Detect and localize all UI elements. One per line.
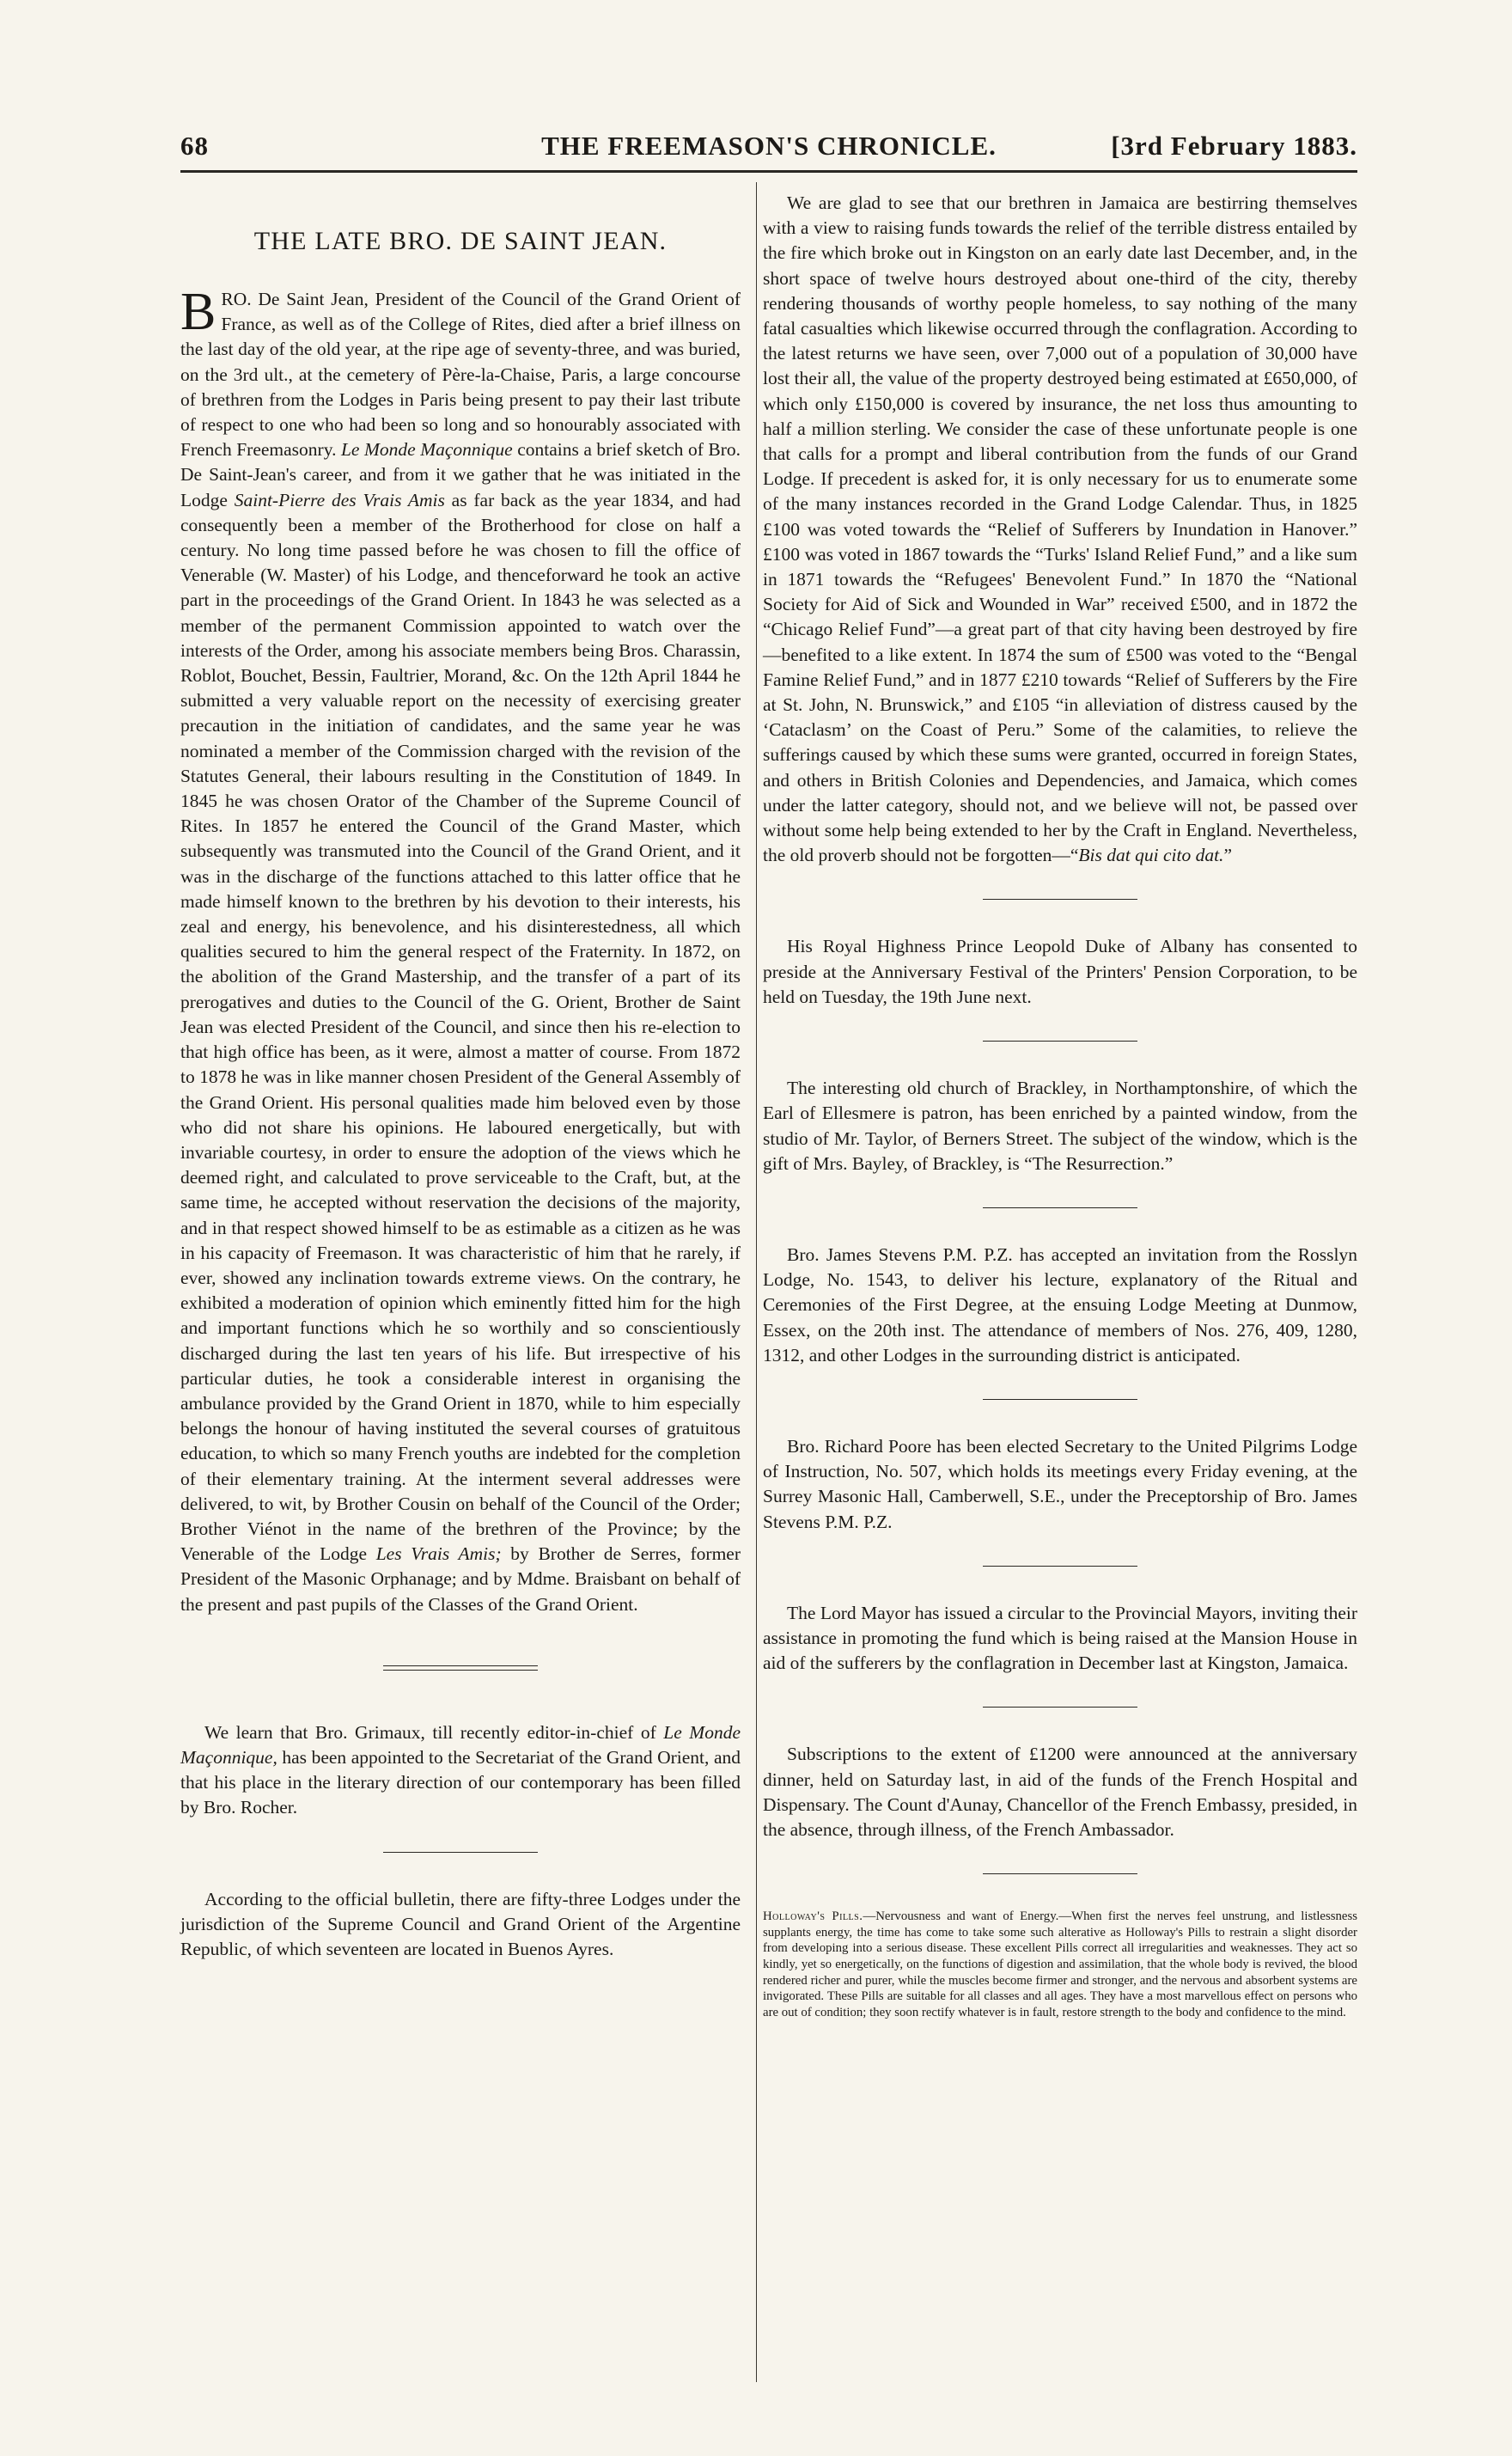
- grimaux-paragraph: [180, 1720, 741, 1821]
- separator: [983, 1707, 1137, 1708]
- publication-title: THE FREEMASON'S CHRONICLE.: [541, 131, 997, 161]
- advertisement: [763, 1909, 1357, 2020]
- page-header: [180, 131, 1357, 165]
- brackley-paragraph: The interesting old church of Brackley, in Northamptonshire, of which the Earl of Ellesmere is patron, has been enriched by a painted window, from the studio of Mr. Taylor, of Berners Street. The subject of the window, which is the gift of Mrs. Bayley, of Brackley, is “The Resurrection.”: [763, 1078, 1357, 1174]
- separator: [983, 1566, 1137, 1567]
- article-italic-2: Saint-Pierre des Vrais Amis: [234, 489, 445, 510]
- mayor-paragraph: The Lord Mayor has issued a circular to the Provincial Mayors, inviting their assistance in promoting the fund which is being raised at the Mansion House in aid of the sufferers by the conflagration in December last at Kingston, Jamaica.: [763, 1602, 1357, 1674]
- grimaux-italic: Le Monde Maçonnique,: [180, 1721, 741, 1768]
- leopold-paragraph: His Royal Highness Prince Leopold Duke of Albany has consented to preside at the Anniversary Festival of the Printers' Pension Corporation, to be held on Tuesday, the 19th June next.: [763, 936, 1357, 1007]
- grimaux-text-2: has been appointed to the Secretariat of the Grand Orient, and that his place in the literary direction of our contemporary has been filled by Bro. Rocher.: [180, 1746, 741, 1818]
- jamaica-paragraph: [763, 191, 1357, 868]
- article-text-1: RO. De Saint Jean, President of the Council of the Grand Orient of France, as well as of the College of Rites, died after a brief illness on the last day of the old year, at the ripe age of seventy-three, and was buried, on the 3rd ult., at the cemetery of Père-la-Chaise, Paris, a large concourse of brethren from the Lodges in Paris being present to pay their last tribute of respect to one who had been so long and so honourably associated with French Freemasonry.: [180, 289, 741, 461]
- separator: [983, 1041, 1137, 1042]
- stevens-paragraph: Bro. James Stevens P.M. P.Z. has accepted an invitation from the Rosslyn Lodge, No. 1543, to deliver his lecture, explanatory of the Ritual and Ceremonies of the First Degree, at the ensuing Lodge Meeting at Dunmow, Essex, on the 20th inst. The attendance of members of Nos. 276, 409, 1280, 1312, and other Lodges in the surrounding district is anticipated.: [763, 1243, 1357, 1365]
- bulletin-paragraph: According to the official bulletin, there are fifty-three Lodges under the jurisdiction of the Supreme Council and Grand Orient of the Argentine Republic, of which seventeen are located in Buenos Ayres.: [180, 1888, 741, 1959]
- advertisement-text: —Nervousness and want of Energy.—When first the nerves feel unstrung, and listlessness supplants energy, the time has come to take some such alterative as Holloway's Pills to restrain a slight disorder from developing into a serious disease. These excellent Pills correct all irregularities and weaknesses. They act so kindly, yet so energetically, on the functions of digestion and assimilation, that the whole body is revived, the blood rendered richer and purer, while the muscles become firmer and stronger, and the nervous and absorbent systems are invigorated. These Pills are suitable for all classes and all ages. They have a most marvellous effect on persons who are out of condition; they soon rectify whatever is in fault, restore strength to the body and confidence to the mind.: [763, 1909, 1357, 2019]
- article-text-4: by Brother de Serres, former President of the Masonic Orphanage; and by Mdme. Braisbant on behalf of the present and past pupils of the Classes of the Grand Orient.: [180, 1543, 741, 1615]
- separator: [983, 1207, 1137, 1208]
- article-italic-3: Les Vrais Amis;: [375, 1543, 502, 1565]
- separator: [383, 1852, 538, 1853]
- separator: [983, 1873, 1137, 1874]
- article-text-3: as far back as the year 1834, and had consequently been a member of the Brotherhood for close on half a century. No long time passed before he was chosen to fill the office of Venerable (W. Master) of his Lodge, and thenceforward he took an active part in the proceedings of the Grand Orient. In 1843 he was selected as a member of the permanent Commission appointed to watch over the interests of the Order, among his associate members being Bros. Charassin, Roblot, Bouchet, Bessin, Faultrier, Morand, &c. On the 12th April 1844 he submitted a very valuable report on the necessity of exercising greater precaution in the initiation of candidates, and the same year he was nominated a member of the Commission charged with the revision of the Statutes General, their labours resulting in the Constitution of 1849. In 1845 he was chosen Orator of the Chamber of the Supreme Council of Rites. In 1857 he entered the Council of the Grand Master, which subsequently was transmuted into the Council of the Grand Orient, and it was in the discharge of the functions attached to this latter office that he made himself known to the brethren by his devotion to their interests, his zeal and energy, his benevolence, and his disinterestedness, all which qualities secured to him the general respect of the Fraternity. In 1872, on the abolition of the Grand Mastership, and the transfer of a part of its prerogatives and duties to the Council of the G. Orient, Brother de Saint Jean was elected President of the Council, and since then his re-election to that high office has been, as it were, almost a matter of course. From 1872 to 1878 he was in like manner chosen President of the General Assembly of the Grand Orient. His personal qualities made him beloved even by those who did not share his opinions. He laboured energetically, but with invariable courtesy, in order to ensure the adoption of the views which he deemed right, and calculated to prove serviceable to the Craft, but, at the same time, he accepted without reservation the decisions of the majority, and in that respect showed himself to be as estimable as a citizen as he was in his capacity of Freemason. It was characteristic of him that he rarely, if ever, showed any inclination towards extreme views. On the contrary, he exhibited a moderation of opinion which eminently fitted him for the high and important functions which he so worthily and so conscientiously discharged during the last ten years of his life. But irrespective of his particular duties, he took a considerable interest in organising the ambulance provided by the Grand Orient in 1870, while to him especially belongs the honour of having instituted the several courses of gratuitous education, to which so many French youths are indebted for the completion of their elementary training. At the interment several addresses were delivered, to wit, by Brother Cousin on behalf of the Council of the Order; Brother Viénot in the name of the brethren of the Province; by the Venerable of the Lodge: [180, 489, 741, 1565]
- page-number: 68: [180, 131, 209, 161]
- article-text-2: contains a brief sketch of Bro. De Saint-Jean's career, and from it we gather that he was initiated in the Lodge: [180, 439, 741, 510]
- double-separator: [383, 1665, 538, 1671]
- separator: [983, 1399, 1137, 1400]
- left-column: [180, 191, 741, 1962]
- subscriptions-paragraph: Subscriptions to the extent of £1200 were announced at the anniversary dinner, held on Saturday last, in aid of the funds of the French Hospital and Dispensary. The Count d'Aunay, Chancellor of the French Embassy, presided, in the absence, through illness, of the French Ambassador.: [763, 1744, 1357, 1840]
- article-title: THE LATE BRO. DE SAINT JEAN.: [253, 227, 668, 255]
- jamaica-close-quote: ”: [1223, 845, 1232, 866]
- article-body: [180, 283, 741, 1617]
- grimaux-text-1: We learn that Bro. Grimaux, till recently editor-in-chief of: [204, 1721, 656, 1743]
- poore-paragraph: Bro. Richard Poore has been elected Secretary to the United Pilgrims Lodge of Instruction, No. 507, which holds its meetings every Friday evening, at the Surrey Masonic Hall, Camberwell, S.E., under the Preceptorship of Bro. James Stevens P.M. P.Z.: [763, 1435, 1357, 1532]
- jamaica-proverb: Bis dat qui cito dat.: [1078, 845, 1224, 866]
- drop-cap: B: [180, 283, 216, 341]
- jamaica-text: We are glad to see that our brethren in Jamaica are bestirring themselves with a view to raising funds towards the relief of the terrible distress entailed by the fire which broke out in Kingston on an early date last December, and, in the short space of twelve hours destroyed about one-third of the city, thereby rendering thousands of worthy people homeless, to say nothing of the many fatal casualties which likewise occurred through the conflagration. According to the latest returns we have seen, over 7,000 out of a population of 30,000 have lost their all, the value of the property destroyed being estimated at £650,000, of which only £150,000 is covered by insurance, the net loss thus amounting to half a million sterling. We consider the case of these unfortunate people is one that calls for a prompt and liberal contribution from the funds of our Grand Lodge. If precedent is asked for, it is only necessary for us to enumerate some of the many instances recorded in the Grand Lodge Calendar. Thus, in 1825 £100 was voted towards the “Relief of Sufferers by Inundation in Hanover.” £100 was voted in 1867 towards the “Turks' Island Relief Fund,” and a like sum in 1871 towards the “Refugees' Benevolent Fund.” In 1870 the “National Society for Aid of Sick and Wounded in War” received £500, and in 1872 the “Chicago Relief Fund”—a great part of that city having been destroyed by fire—benefited to a like extent. In 1874 the sum of £500 was voted to the “Bengal Famine Relief Fund,” and in 1877 £210 towards “Relief of Sufferers by the Fire at St. John, N. Brunswick,” and £105 “in alleviation of distress caused by the ‘Cataclasm’ on the Coast of Peru.” Some of the calamities, to relieve the sufferings caused by which these sums were granted, occurred in foreign States, and others in British Colonies and Dependencies, and Jamaica, which comes under the latter category, should not, and we believe will not, be passed over without some help being extended to her by the Craft in England. Nevertheless, the old proverb should not be forgotten—“: [763, 192, 1357, 866]
- separator: [983, 899, 1137, 900]
- column-divider: [756, 182, 757, 2382]
- header-rule: [180, 170, 1357, 173]
- right-column: [763, 191, 1357, 2020]
- advertisement-label: Holloway's Pills.: [763, 1909, 863, 1924]
- issue-date: [3rd February 1883.: [1111, 131, 1357, 161]
- article-italic-1: Le Monde Maçonnique: [340, 439, 513, 461]
